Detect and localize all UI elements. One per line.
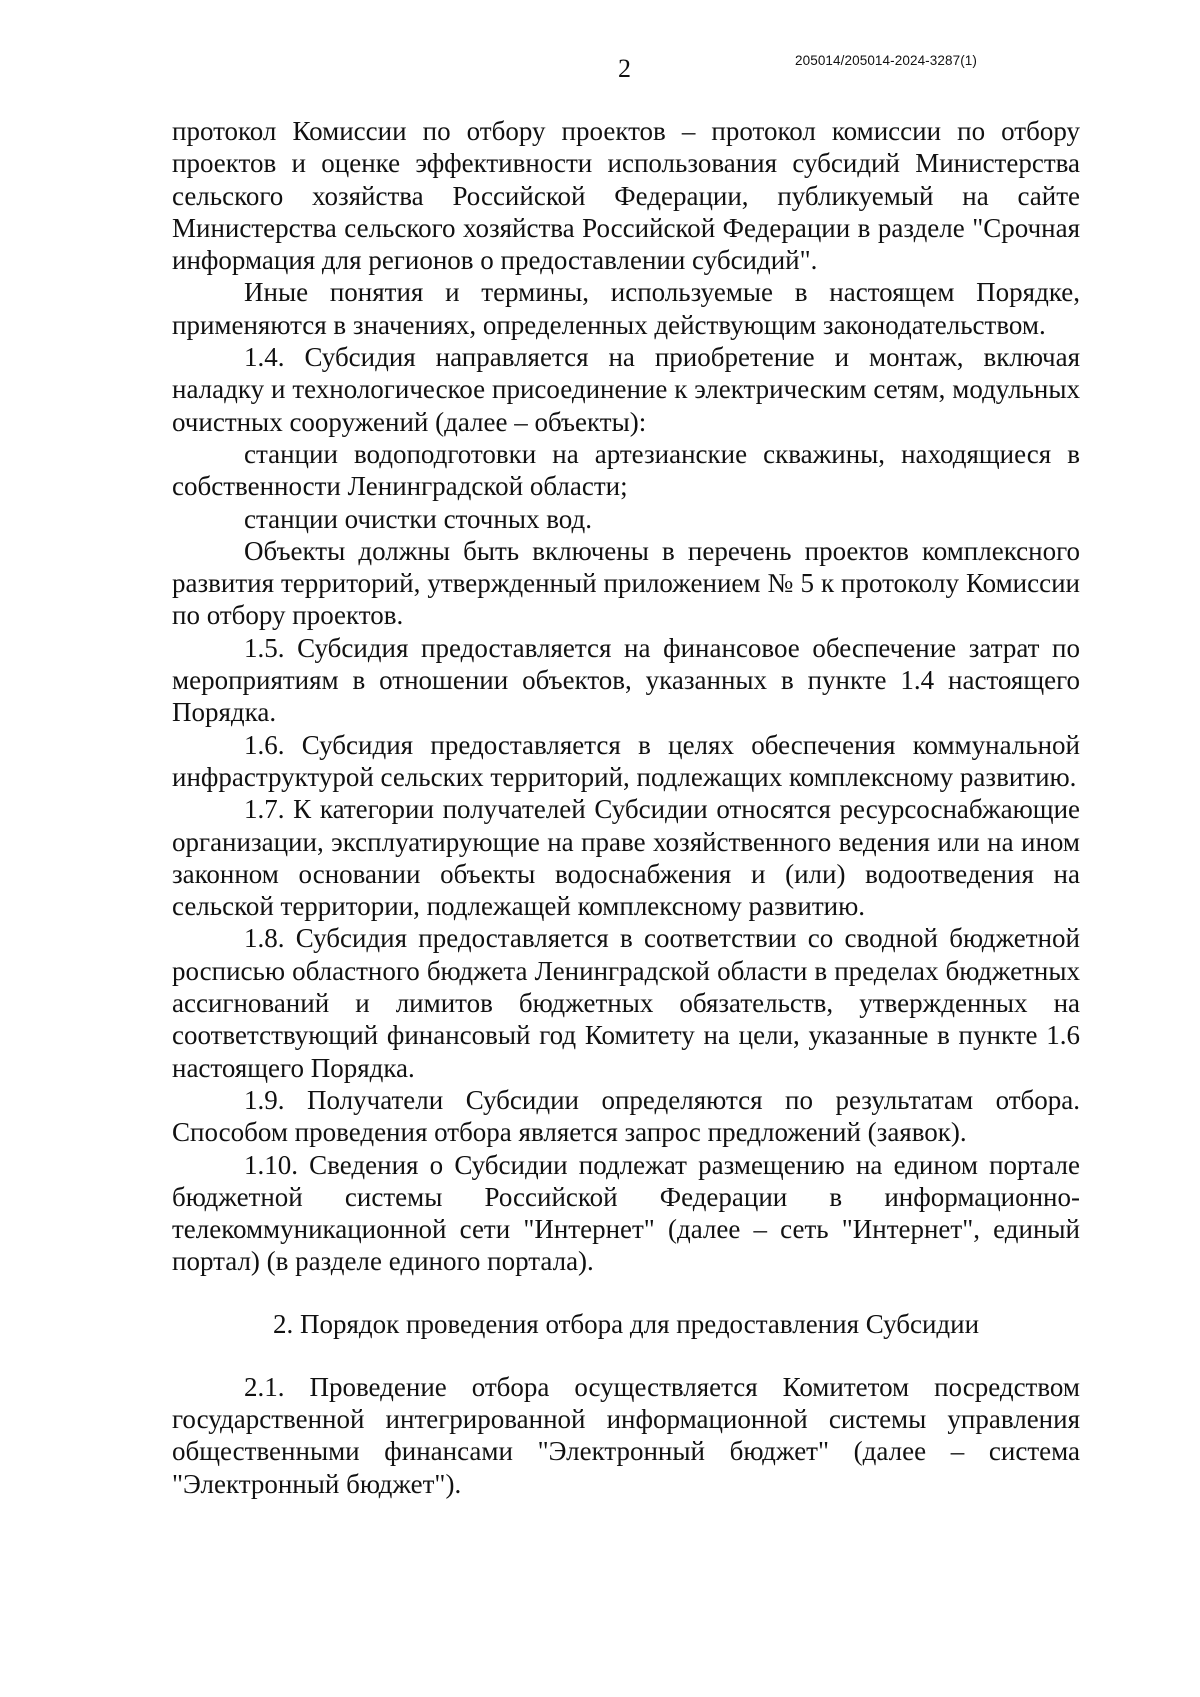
paragraph-1-6: 1.6. Субсидия предоставляется в целях обеспечения коммунальной инфраструктурой сельских территорий, подлежащих комплексному развитию.: [172, 729, 1080, 792]
paragraph-1-8: 1.8. Субсидия предоставляется в соответствии со сводной бюджетной росписью областного бюджета Ленинградской области в пределах бюджетных ассигнований и лимитов бюджетных обязательств, утвержденных на соответствующий финансовый год Комитету на цели, указанные в пункте 1.6 настоящего Порядка.: [172, 923, 1080, 1083]
page-number: 2: [618, 54, 631, 83]
paragraph-objects-list: Объекты должны быть включены в перечень проектов комплексного развития территорий, утвержденный приложением № 5 к протоколу Комиссии по отбору проектов.: [172, 535, 1080, 631]
paragraph-water-stations: станции водоподготовки на артезианские скважины, находящиеся в собственности Ленинградской области;: [172, 438, 1080, 502]
document-id: 205014/205014-2024-3287(1): [795, 53, 978, 68]
paragraph-1-4: 1.4. Субсидия направляется на приобретение и монтаж, включая наладку и технологическое присоединение к электрическим сетям, модульных очистных сооружений (далее – объекты):: [172, 342, 1080, 437]
paragraph-1-7: 1.7. К категории получателей Субсидии относятся ресурсоснабжающие организации, эксплуатирующие на праве хозяйственного ведения или на ином законном основании объекты водоснабжения и (или) водоотведения на сельской территории, подлежащей комплексному развитию.: [172, 794, 1080, 922]
page-header: [0, 48, 1200, 88]
paragraph-1-10: 1.10. Сведения о Субсидии подлежат размещению на едином портале бюджетной системы Российской Федерации в информационно-телекоммуникационной сети "Интернет" (далее – сеть "Интернет", единый портал) (в разделе единого портала).: [172, 1149, 1080, 1277]
paragraph-commission-protocol: протокол Комиссии по отбору проектов – протокол комиссии по отбору проектов и оценке эффективности использования субсидий Министерства сельского хозяйства Российской Федерации, публикуемый на сайте Министерства сельского хозяйства Российской Федерации в разделе "Срочная информация для регионов о предоставлении субсидий".: [172, 116, 1080, 276]
paragraph-1-9: 1.9. Получатели Субсидии определяются по результатам отбора. Способом проведения отбора является запрос предложений (заявок).: [172, 1084, 1080, 1148]
document-body: [172, 115, 1080, 1500]
paragraph-2-1: 2.1. Проведение отбора осуществляется Комитетом посредством государственной интегрированной информационной системы управления общественными финансами "Электронный бюджет" (далее – система "Электронный бюджет").: [172, 1371, 1080, 1499]
section-heading: 2. Порядок проведения отбора для предоставления Субсидии: [272, 1308, 980, 1339]
paragraph-sewage-stations: станции очистки сточных вод.: [244, 503, 592, 534]
paragraph-other-terms: Иные понятия и термины, используемые в настоящем Порядке, применяются в значениях, определенных действующим законодательством.: [172, 277, 1080, 340]
paragraph-1-5: 1.5. Субсидия предоставляется на финансовое обеспечение затрат по мероприятиям в отношении объектов, указанных в пункте 1.4 настоящего Порядка.: [172, 632, 1080, 728]
